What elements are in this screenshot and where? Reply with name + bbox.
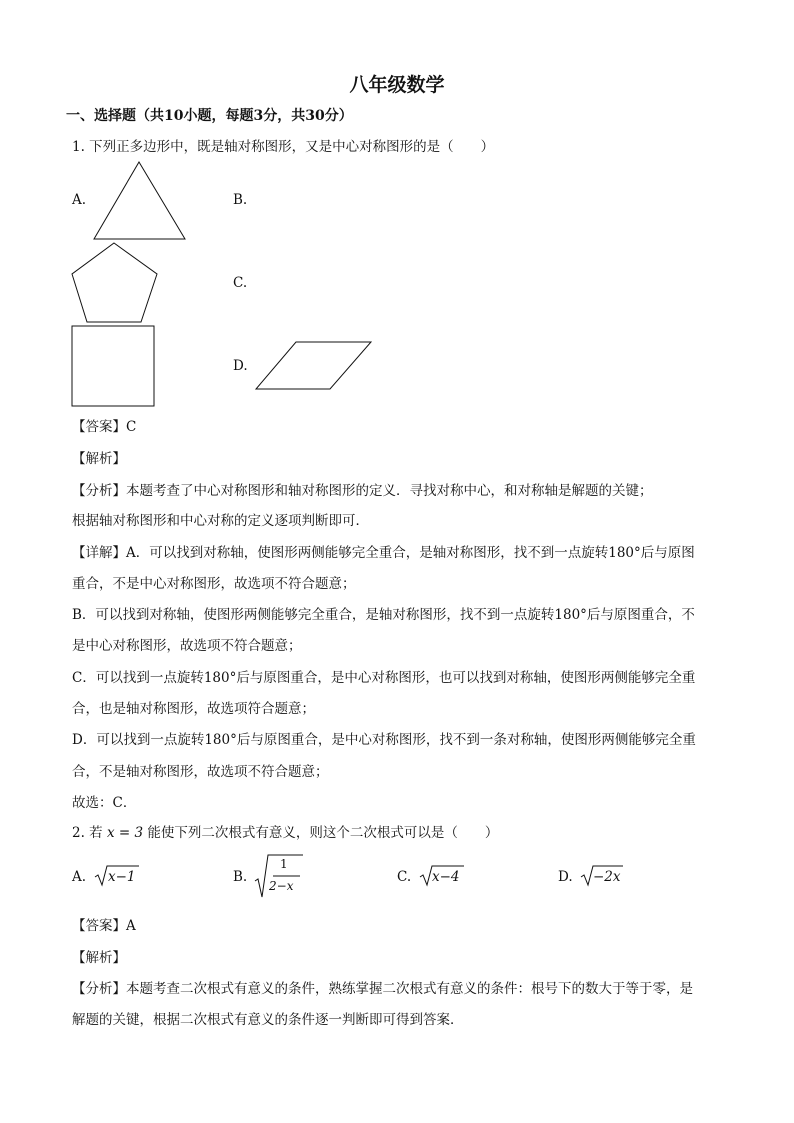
q1-line: 是中心对称图形，故选项不符合题意；: [72, 638, 302, 654]
q2-option-b-label: B.: [233, 869, 248, 885]
q1-line: 故选：C．: [72, 795, 137, 811]
q2-expr-c: x−4: [432, 869, 460, 885]
triangle-figure: [92, 160, 188, 242]
pentagon-figure: [70, 241, 160, 325]
page-title: 八年级数学: [349, 74, 445, 96]
q2-expr-d: −2x: [593, 869, 621, 885]
q2-line: 解题的关键，根据二次根式有意义的条件逐一判断即可得到答案．: [72, 1012, 464, 1028]
q2-option-c-label: C.: [397, 869, 412, 885]
q1-line: 合，不是轴对称图形，故选项不符合题意；: [72, 764, 329, 780]
q1-option-c-label: C.: [233, 275, 248, 291]
section-heading: 一、选择题（共10小题，每题3分，共30分）: [66, 108, 353, 124]
q1-option-a-label: A.: [72, 192, 87, 208]
q1-option-b-label: B.: [233, 192, 248, 208]
q2-option-d-label: D.: [558, 869, 573, 885]
q1-answer: 【答案】C: [72, 419, 137, 435]
q1-line: 【分析】本题考查了中心对称图形和轴对称图形的定义．寻找对称中心，和对称轴是解题的关键；: [72, 483, 653, 499]
q1-analysis-label: 【解析】: [72, 451, 126, 467]
q1-line: C．可以找到一点旋转180°后与原图重合，是中心对称图形，也可以找到对称轴，使图形两侧能够完全重: [72, 670, 696, 686]
q2-stem-math: x = 3: [106, 825, 144, 841]
q2-analysis-label: 【解析】: [72, 950, 126, 966]
q1-line: 合，也是轴对称图形，故选项符合题意；: [72, 701, 315, 717]
q2-stem-pre: 2. 若: [72, 825, 103, 841]
q2-line: 【分析】本题考查二次根式有意义的条件，熟练掌握二次根式有意义的条件：根号下的数大于等于零，是: [72, 981, 693, 997]
q1-line: 根据轴对称图形和中心对称的定义逐项判断即可．: [72, 513, 369, 529]
q1-line: D．可以找到一点旋转180°后与原图重合，是中心对称图形，找不到一条对称轴，使图形两侧能够完全重: [72, 732, 696, 748]
q2-expr-a: x−1: [108, 869, 136, 885]
parallelogram-figure: [254, 340, 374, 392]
q2-option-a-label: A.: [72, 869, 87, 885]
square-figure: [71, 325, 156, 408]
q1-line: B．可以找到对称轴，使图形两侧能够完全重合，是轴对称图形，找不到一点旋转180°后与原图重合，不: [72, 607, 695, 623]
q2-stem-post: 能使下列二次根式有意义，则这个二次根式可以是（ ）: [147, 825, 499, 841]
q2-stem: [72, 821, 498, 841]
q1-stem: 1. 下列正多边形中，既是轴对称图形，又是中心对称图形的是（ ）: [72, 139, 495, 155]
q2-answer: 【答案】A: [72, 918, 136, 934]
q1-line: 重合，不是中心对称图形，故选项不符合题意；: [72, 576, 356, 592]
q2-expr-b-numerator: 1: [280, 857, 288, 871]
q1-line: 【详解】A．可以找到对称轴，使图形两侧能够完全重合，是轴对称图形，找不到一点旋转180°后与原图: [72, 545, 695, 561]
q1-option-d-label: D.: [233, 358, 248, 374]
q2-expr-b-denominator: 2−x: [269, 879, 294, 893]
